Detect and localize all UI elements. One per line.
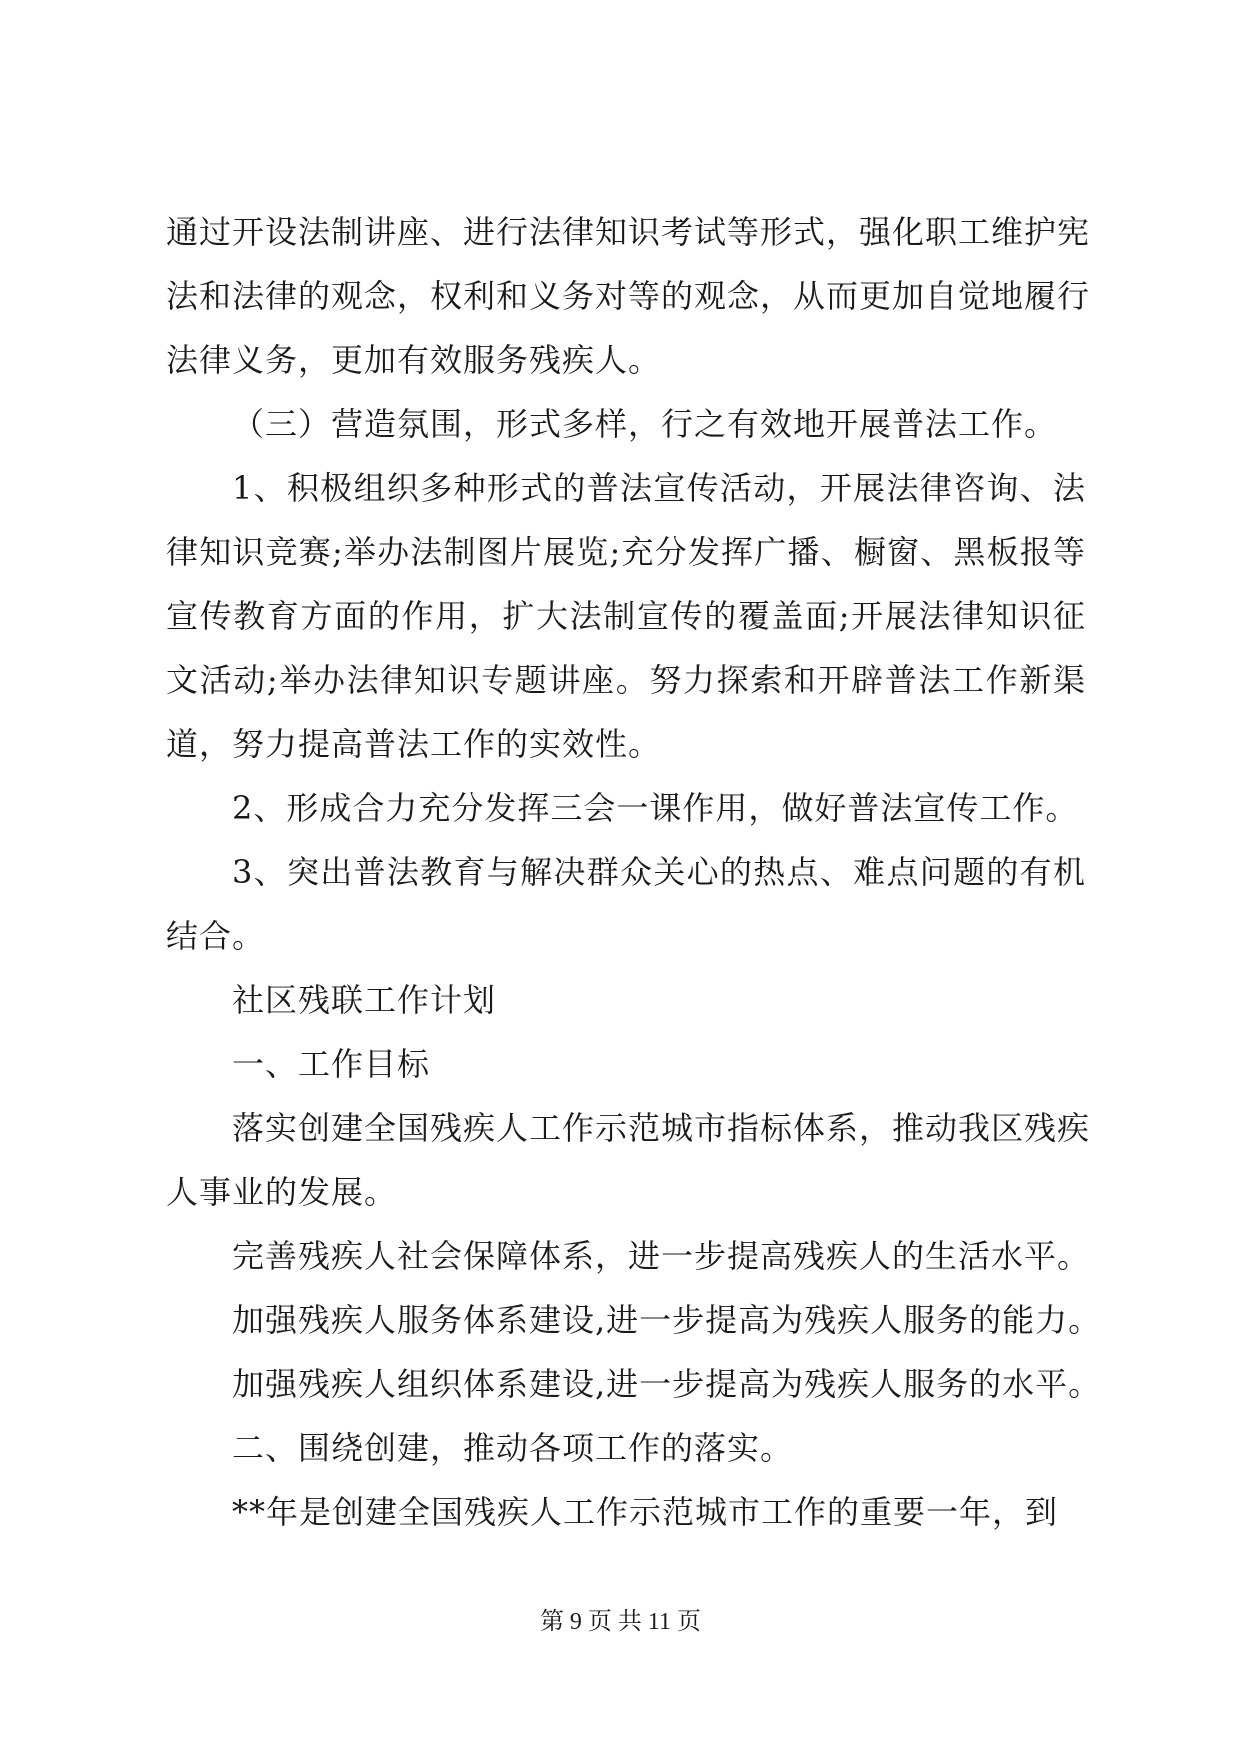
text-line: 加强残疾人服务体系建设,进一步提高为残疾人服务的能力。 [232, 1301, 1102, 1339]
section-heading: 一、工作目标 [232, 1045, 431, 1083]
text-line: **年是创建全国残疾人工作示范城市工作的重要一年，到 [232, 1493, 1059, 1531]
text-line: 结合。 [166, 917, 266, 955]
text-line: 律知识竞赛;举办法制图片展览;充分发挥广播、橱窗、黑板报等 [166, 533, 1086, 571]
text-line: 完善残疾人社会保障体系，进一步提高残疾人的生活水平。 [232, 1237, 1091, 1275]
text-line: 宣传教育方面的作用，扩大法制宣传的覆盖面;开展法律知识征 [166, 597, 1086, 635]
text-line: 法律义务，更加有效服务残疾人。 [166, 341, 662, 379]
text-line: 人事业的发展。 [166, 1173, 398, 1211]
section-heading: （三）营造氛围，形式多样，行之有效地开展普法工作。 [232, 405, 1058, 443]
text-line: 加强残疾人组织体系建设,进一步提高为残疾人服务的水平。 [232, 1365, 1102, 1403]
text-line: 落实创建全国残疾人工作示范城市指标体系，推动我区残疾 [232, 1109, 1091, 1147]
document-title: 社区残联工作计划 [232, 981, 497, 1019]
text-line: 3、突出普法教育与解决群众关心的热点、难点问题的有机 [232, 853, 1086, 891]
section-heading: 二、围绕创建，推动各项工作的落实。 [232, 1429, 794, 1467]
text-line: 通过开设法制讲座、进行法律知识考试等形式，强化职工维护宪 [166, 213, 1091, 251]
text-line: 2、形成合力充分发挥三会一课作用，做好普法宣传工作。 [232, 789, 1079, 827]
text-line: 道，努力提高普法工作的实效性。 [166, 725, 662, 763]
text-line: 1、积极组织多种形式的普法宣传活动，开展法律咨询、法 [232, 469, 1086, 507]
page-footer: 第 9 页 共 11 页 [539, 1609, 702, 1635]
text-line: 法和法律的观念，权利和义务对等的观念，从而更加自觉地履行 [166, 277, 1091, 315]
text-line: 文活动;举办法律知识专题讲座。努力探索和开辟普法工作新渠 [166, 661, 1086, 699]
